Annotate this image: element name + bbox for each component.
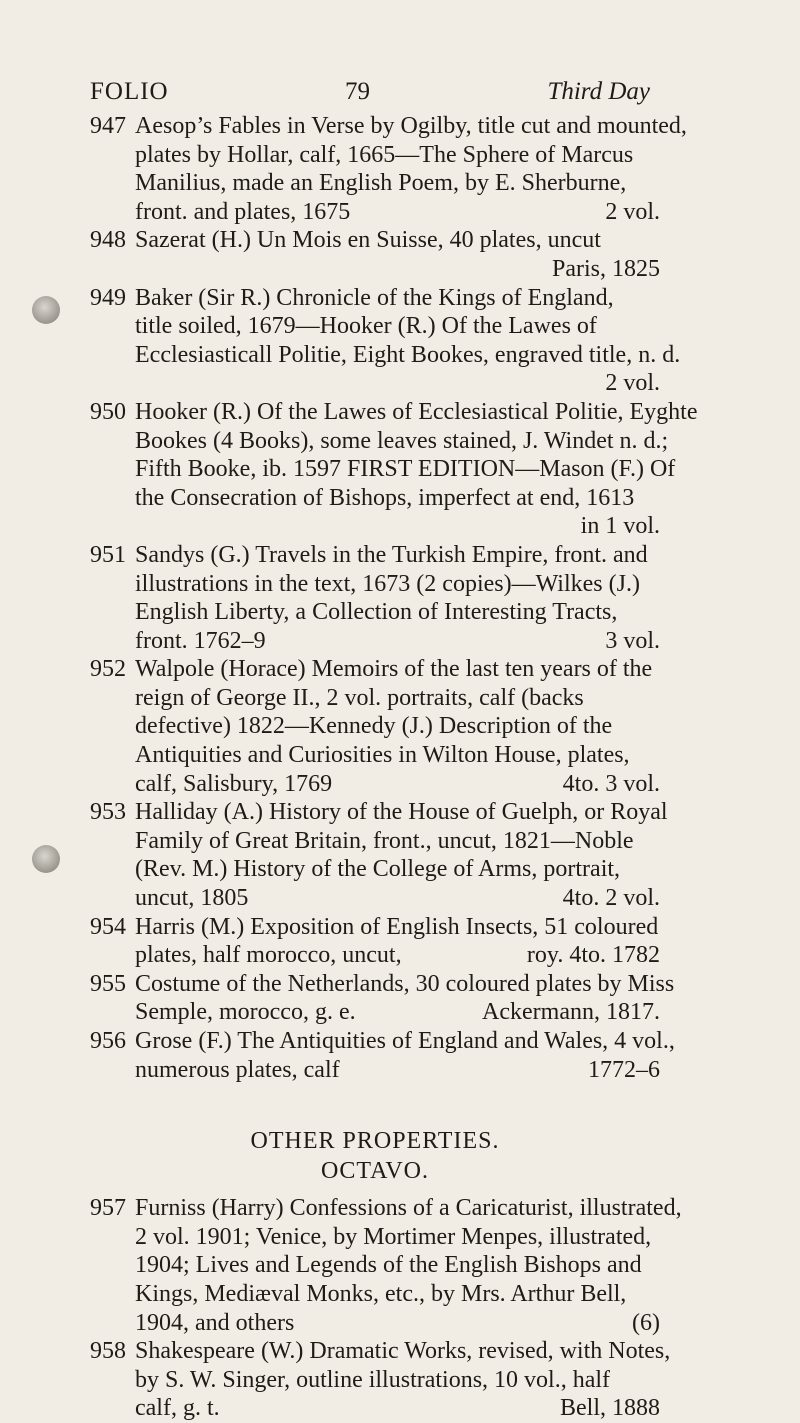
lot-text-line: plates by Hollar, calf, 1665—The Sphere of Marcus xyxy=(135,141,634,168)
lot-list xyxy=(90,112,698,1423)
lot-number: 956 xyxy=(90,1028,126,1054)
lot-text-line: the Consecration of Bishops, imperfect at end, 1613 xyxy=(135,484,635,511)
lot-imprint: 3 vol. xyxy=(605,627,660,654)
lot-text-line: Fifth Booke, ib. 1597 FIRST EDITION—Mason (F.) Of xyxy=(135,456,676,483)
header-folio: FOLIO xyxy=(90,78,169,105)
lot-number: 955 xyxy=(90,970,126,997)
lot-imprint-line xyxy=(135,1394,660,1423)
lot-text-line: Bookes (4 Books), some leaves stained, J. Windet n. d.; xyxy=(135,427,669,454)
lot-imprint-line xyxy=(135,255,660,284)
lot-text-line: (Rev. M.) History of the College of Arms, portrait, xyxy=(135,856,621,883)
lot-entry xyxy=(90,913,660,970)
lot-text-line: Furniss (Harry) Confessions of a Caricaturist, illustrated, xyxy=(135,1195,682,1222)
lot-imprint: 4to. 3 vol. xyxy=(562,770,660,797)
lot-entry xyxy=(90,541,660,655)
lot-imprint: (6) xyxy=(632,1309,660,1336)
lot-text-line: 2 vol. 1901; Venice, by Mortimer Menpes, illustrated, xyxy=(135,1223,652,1250)
lot-entry xyxy=(90,284,681,398)
lot-imprint: 2 vol. xyxy=(605,370,660,397)
lot-text-line: 1904; Lives and Legends of the English Bishops and xyxy=(135,1252,642,1279)
lot-imprint: Bell, 1888 xyxy=(560,1395,660,1422)
lot-text-line: Family of Great Britain, front., uncut, 1821—Noble xyxy=(135,827,634,854)
lot-imprint: in 1 vol. xyxy=(580,513,660,540)
lot-text-line: Sandys (G.) Travels in the Turkish Empire, front. and xyxy=(135,541,648,568)
lot-imprint-line xyxy=(135,770,660,799)
lot-imprint-line xyxy=(135,512,660,541)
lot-description-end: Semple, morocco, g. e. xyxy=(135,999,356,1026)
lot-description-end: calf, g. t. xyxy=(135,1395,220,1422)
lot-text-line: Grose (F.) The Antiquities of England and Wales, 4 vol., xyxy=(135,1028,675,1054)
lot-text-line: Shakespeare (W.) Dramatic Works, revised, with Notes, xyxy=(135,1338,671,1365)
lot-entry xyxy=(90,1027,675,1084)
lot-imprint-line xyxy=(135,1309,660,1338)
lot-imprint-line xyxy=(135,369,660,398)
lot-text-line: Manilius, made an English Poem, by E. Sherburne, xyxy=(135,170,627,197)
lot-number: 951 xyxy=(90,541,126,568)
lot-text-line: Antiquities and Curiosities in Wilton House, plates, xyxy=(135,742,630,769)
lot-number: 957 xyxy=(90,1195,126,1222)
lot-entry xyxy=(90,226,660,283)
binding-hole xyxy=(32,845,60,873)
section-subtitle: OCTAVO. xyxy=(321,1158,429,1185)
lot-imprint-line xyxy=(135,627,660,656)
lot-number: 952 xyxy=(90,656,126,683)
lot-text-line: English Liberty, a Collection of Interesting Tracts, xyxy=(135,599,618,626)
lot-imprint-line xyxy=(135,1056,660,1085)
lot-number: 953 xyxy=(90,799,126,826)
lot-text-line: by S. W. Singer, outline illustrations, 10 vol., half xyxy=(135,1366,611,1393)
lot-imprint: roy. 4to. 1782 xyxy=(526,942,660,969)
lot-entry xyxy=(90,398,698,541)
lot-imprint-line xyxy=(135,941,660,970)
lot-entry xyxy=(90,1194,682,1337)
lot-text-line: Aesop’s Fables in Verse by Ogilby, title cut and mounted, xyxy=(135,113,687,139)
lot-imprint: 1772–6 xyxy=(588,1056,660,1083)
page-header xyxy=(90,78,650,112)
lot-text-line: Sazerat (H.) Un Mois en Suisse, 40 plates, uncut xyxy=(135,227,601,254)
lot-entry xyxy=(90,1337,671,1423)
section-title: OTHER PROPERTIES. xyxy=(250,1128,500,1155)
lot-text-line: Baker (Sir R.) Chronicle of the Kings of England, xyxy=(135,284,614,311)
lot-text-line: Kings, Mediæval Monks, etc., by Mrs. Arthur Bell, xyxy=(135,1280,627,1307)
lot-number: 948 xyxy=(90,227,126,254)
lot-text-line: Harris (M.) Exposition of English Insects, 51 coloured xyxy=(135,913,659,940)
page-number: 79 xyxy=(345,78,370,105)
binding-hole xyxy=(32,296,60,324)
lot-description-end: numerous plates, calf xyxy=(135,1056,340,1083)
lot-text-line: Costume of the Netherlands, 30 coloured plates by Miss xyxy=(135,970,675,997)
lot-imprint: 4to. 2 vol. xyxy=(562,885,660,912)
lot-text-line: defective) 1822—Kennedy (J.) Description of the xyxy=(135,713,613,740)
lot-description-end: plates, half morocco, uncut, xyxy=(135,942,402,969)
lot-description-end: uncut, 1805 xyxy=(135,885,249,912)
lot-number: 950 xyxy=(90,398,126,425)
lot-imprint: 2 vol. xyxy=(605,198,660,225)
lot-description-end: front. 1762–9 xyxy=(135,627,266,654)
lot-text-line: illustrations in the text, 1673 (2 copies)—Wilkes (J.) xyxy=(135,570,640,597)
lot-description-end: 1904, and others xyxy=(135,1309,295,1336)
lot-description-end: calf, Salisbury, 1769 xyxy=(135,770,333,797)
lot-text-line: Hooker (R.) Of the Lawes of Ecclesiastical Politie, Eyghte xyxy=(135,398,698,425)
lot-description-end: front. and plates, 1675 xyxy=(135,198,351,225)
lot-number: 947 xyxy=(90,113,126,139)
header-day: Third Day xyxy=(547,78,650,105)
lot-text-line: Ecclesiasticall Politie, Eight Bookes, engraved title, n. d. xyxy=(135,341,681,368)
lot-imprint-line xyxy=(135,198,660,227)
lot-imprint: Ackermann, 1817. xyxy=(482,999,660,1026)
lot-text-line: Walpole (Horace) Memoirs of the last ten years of the xyxy=(135,656,653,683)
lot-imprint: Paris, 1825 xyxy=(552,255,660,282)
lot-entry xyxy=(90,655,660,798)
folio-lots xyxy=(90,112,698,1084)
lot-text-line: Halliday (A.) History of the House of Guelph, or Royal xyxy=(135,799,668,826)
lot-entry xyxy=(90,970,675,1027)
lot-text-line: reign of George II., 2 vol. portraits, calf (backs xyxy=(135,684,584,711)
lot-imprint-line xyxy=(135,884,660,913)
lot-number: 954 xyxy=(90,913,126,940)
lot-text-line: title soiled, 1679—Hooker (R.) Of the Lawes of xyxy=(135,313,597,340)
octavo-lots xyxy=(90,1194,682,1423)
lot-entry xyxy=(90,798,668,912)
lot-entry xyxy=(90,112,687,226)
lot-number: 958 xyxy=(90,1338,126,1365)
lot-number: 949 xyxy=(90,284,126,311)
lot-imprint-line xyxy=(135,998,660,1027)
